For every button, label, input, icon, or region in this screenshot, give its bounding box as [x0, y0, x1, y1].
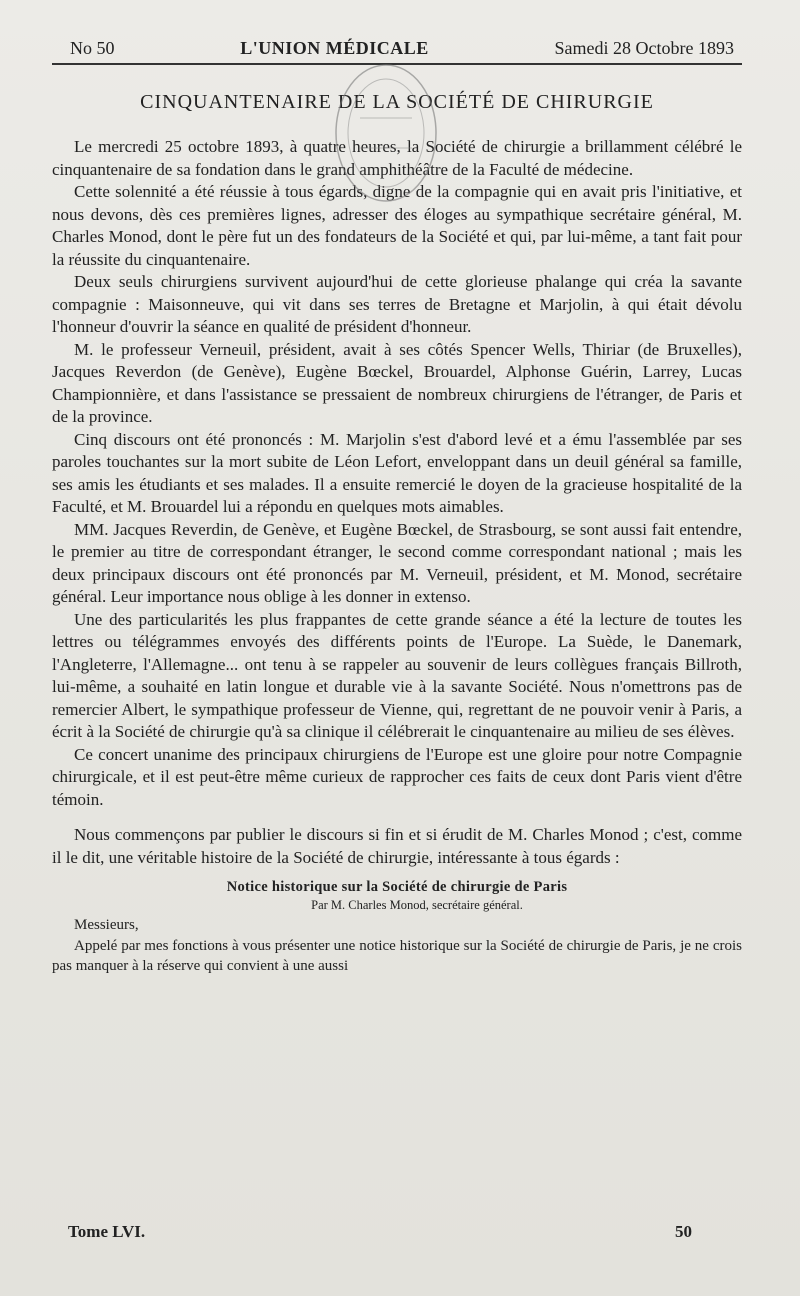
notice-text: Appelé par mes fonctions à vous présenter une notice historique sur la Société de chirurgie de Paris, je ne crois pas manquer à la réserve qui convient à une aussi — [52, 938, 742, 974]
issue-date: Samedi 28 Octobre 1893 — [554, 38, 734, 58]
volume-label: Tome LVI. — [68, 1222, 146, 1241]
notice-title: Notice historique sur la Société de chirurgie de Paris — [226, 879, 568, 895]
notice-author: Par M. Charles Monod, secrétaire général. — [311, 898, 523, 912]
issue-number: No 50 — [70, 38, 115, 58]
paragraph: Cette solennité a été réussie à tous égards, digne de la compagnie qui en avait pris l'initiative, et nous devons, dès ces premières lignes, adresser des éloges au sympathique secrétaire général, M. Charles Monod, dont le père fut un des fondateurs de la Société et qui, par lui-même, a tant fait pour la réussite du cinquantenaire. — [52, 182, 742, 269]
paragraph: Cinq discours ont été prononcés : M. Marjolin s'est d'abord levé et a ému l'assemblée par ses paroles touchantes sur la mort subite de Léon Lefort, enveloppant dans un deuil général sa famille, ses amis les étudiants et ses malades. Il a ensuite remercié le doyen de la gracieuse hospitalité de la Faculté, et M. Brouardel lui a répondu en quelques mots aimables. — [52, 429, 742, 516]
paragraph: Le mercredi 25 octobre 1893, à quatre heures, la Société de chirurgie a brillamment célébré le cinquantenaire de sa fondation dans le grand amphithéâtre de la Faculté de médecine. — [52, 137, 742, 179]
library-stamp — [330, 58, 442, 208]
paragraph: Nous commençons par publier le discours si fin et si érudit de M. Charles Monod ; c'est, comme il le dit, une véritable histoire de la Société de chirurgie, intéressante à tous égards : — [52, 825, 742, 867]
notice-salutation: Messieurs, — [74, 917, 139, 933]
journal-name: L'UNION MÉDICALE — [240, 38, 429, 58]
paragraph: Une des particularités les plus frappantes de cette grande séance a été la lecture de toutes les lettres ou télégrammes envoyés des différents points de l'Europe. La Suède, le Danemark, l'Angleterre, l'Allemagne... ont tenu à se rappeler au souvenir de leurs collègues français Billroth, lui-même, a souhaité en latin longue et durable vie à la savante Société. Nous n'omettrons pas de remercier Albert, le sympathique professeur de Vienne, qui, regrettant de ne pouvoir venir à Paris, a écrit à la Société de chirurgie qu'à sa clinique il célébrerait le cinquantenaire au milieu de ses élèves. — [52, 609, 742, 741]
article-body — [52, 136, 742, 976]
paragraph: Deux seuls chirurgiens survivent aujourd'hui de cette glorieuse phalange qui créa la savante compagnie : Maisonneuve, qui vit dans ses terres de Bretagne et Marjolin, à qui était dévolu l'honneur d'ouvrir la séance en qualité de président d'honneur. — [52, 272, 742, 336]
paragraph: Ce concert unanime des principaux chirurgiens de l'Europe est une gloire pour notre Compagnie chirurgicale, et il est peut-être même curieux de rapprocher ces faits de ceux dont Paris vient d'être témoin. — [52, 744, 742, 809]
page-number: 50 — [675, 1222, 692, 1241]
article-title: CINQUANTENAIRE DE LA SOCIÉTÉ DE CHIRURGIE — [140, 91, 654, 113]
page-footer — [68, 1222, 692, 1242]
paragraph: MM. Jacques Reverdin, de Genève, et Eugène Bœckel, de Strasbourg, se sont aussi fait entendre, le premier au titre de correspondant étranger, le second comme correspondant national ; mais les deux principaux discours ont été prononcés par M. Verneuil, président, et M. Monod, secrétaire général. Leur importance nous oblige à les donner in extenso. — [52, 519, 742, 606]
paragraph: M. le professeur Verneuil, président, avait à ses côtés Spencer Wells, Thiriar (de Bruxelles), Jacques Reverdon (de Genève), Eugène Bœckel, Brouardel, Alphonse Guérin, Larrey, Lucas Championnière, et dans l'assistance se pressaient de nombreux chirurgiens de l'étranger, de Paris et de la province. — [52, 339, 742, 426]
